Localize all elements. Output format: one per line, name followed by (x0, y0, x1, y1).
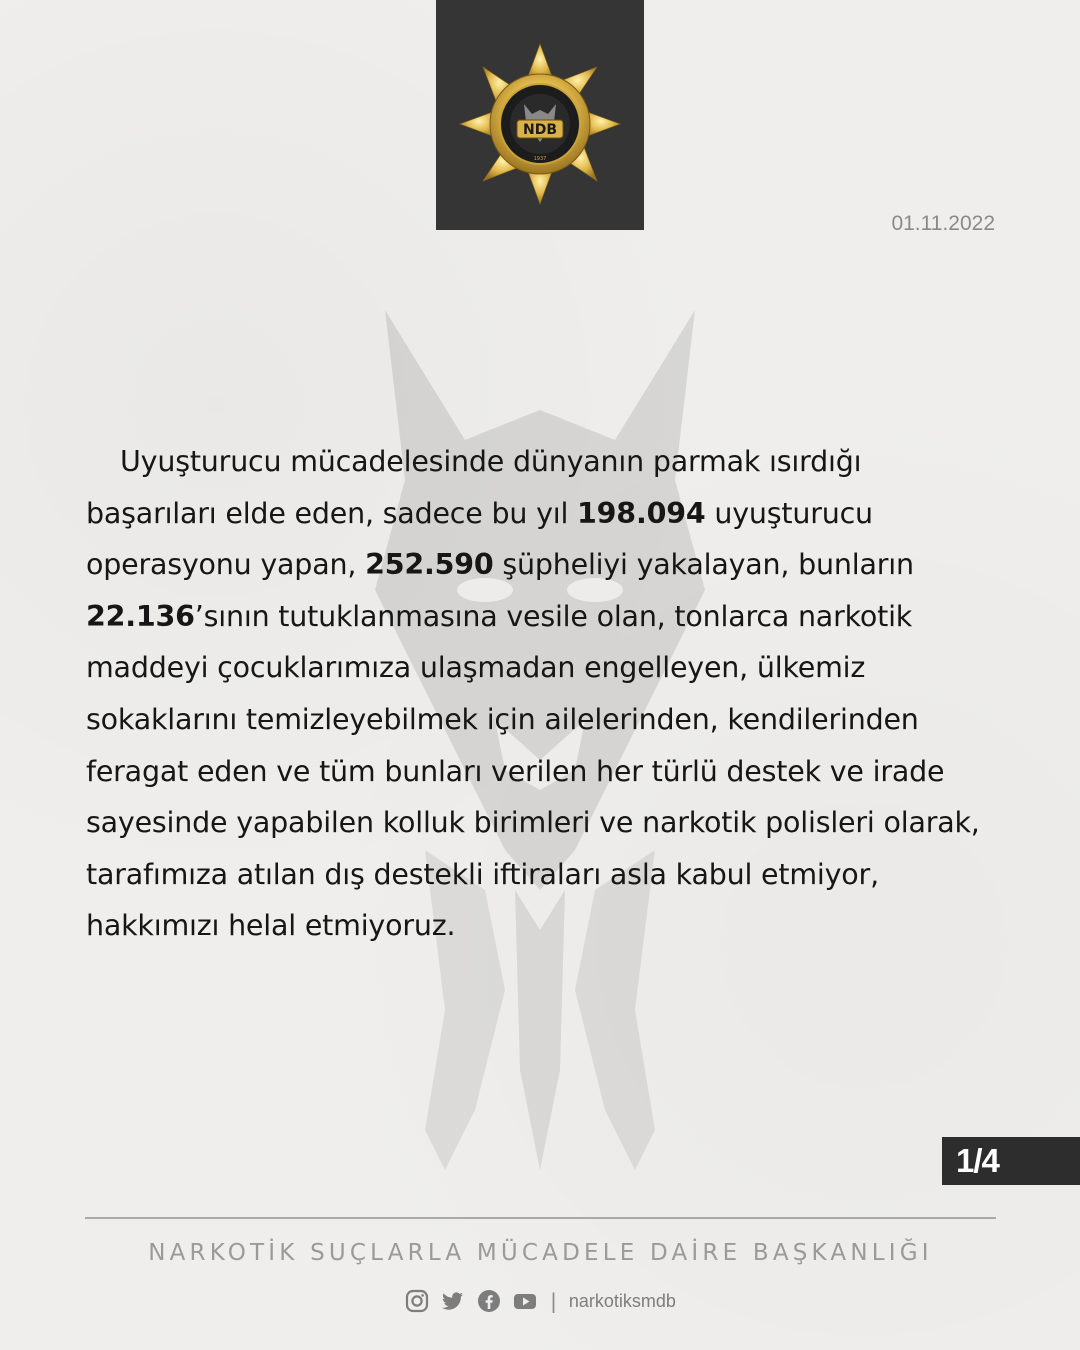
post-date: 01.11.2022 (891, 212, 995, 235)
facebook-icon[interactable] (476, 1288, 502, 1314)
logo-year: 1937 (533, 156, 547, 162)
footer-separator: | (550, 1289, 557, 1313)
statement-part-4: ’sının tutuklanmasına vesile olan, tonlarca narkotik maddeyi çocuklarımıza ulaşmadan engelleyen, ülkemiz sokaklarını temizleyebilmek için ailelerinden, kendilerinden feragat eden ve tüm bunları verilen her türlü destek ve irade sayesinde yapabilen kolluk birimleri ve narkotik polisleri olarak, tarafımıza atılan dış destekli iftiraları asla kabul etmiyor, hakkımızı helal etmiyoruz. (86, 599, 980, 943)
social-handle[interactable]: narkotiksmdb (568, 1290, 676, 1311)
statement-part-1: Uyuşturucu mücadelesinde dünyanın parmak ısırdığı başarıları elde eden, sadece bu yıl (86, 445, 862, 530)
stat-arrests: 22.136 (86, 599, 195, 633)
statement-text (86, 436, 996, 952)
stat-suspects: 252.590 (365, 548, 494, 582)
logo-initials: NDB (522, 122, 558, 138)
footer-divider (85, 1217, 996, 1219)
youtube-icon[interactable] (512, 1288, 538, 1314)
instagram-icon[interactable] (404, 1288, 430, 1314)
footer-title: NARKOTİK SUÇLARLA MÜCADELE DAİRE BAŞKANLIĞI (148, 1240, 933, 1266)
statement-part-3: şüpheliyi yakalayan, bunların (493, 548, 914, 582)
page-indicator: 1/4 (942, 1137, 1080, 1185)
stat-operations: 198.094 (577, 496, 706, 530)
twitter-icon[interactable] (440, 1288, 466, 1314)
statement-part-2: uyuşturucu operasyonu yapan, (86, 496, 873, 582)
logo-box (436, 0, 644, 230)
ndb-badge-icon (458, 42, 622, 206)
social-row (0, 1288, 1080, 1314)
